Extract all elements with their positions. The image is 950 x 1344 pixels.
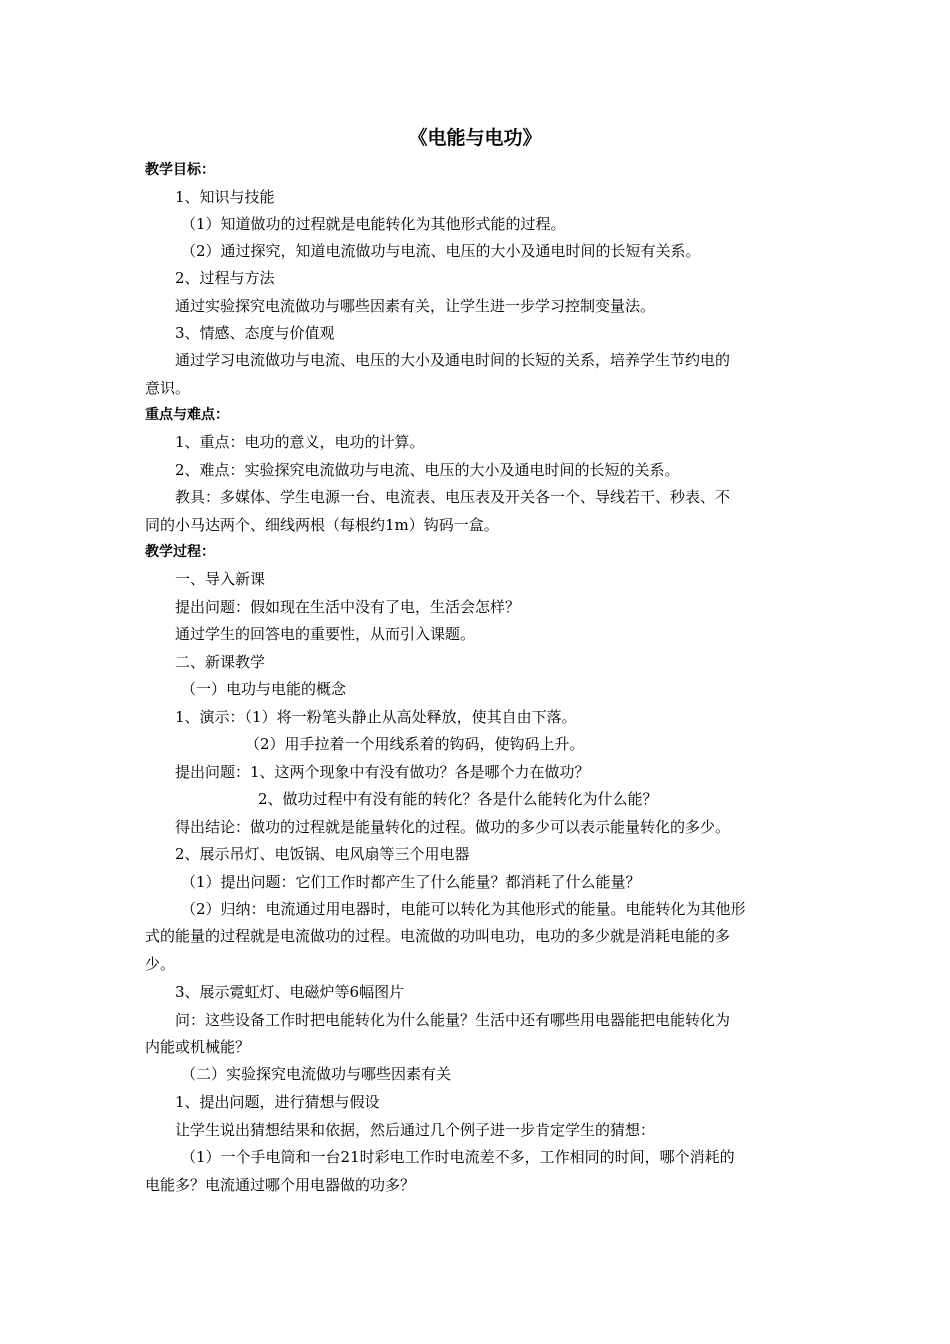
paragraph-line: 通过学生的回答电的重要性，从而引入课题。 xyxy=(175,625,476,643)
paragraph-line: （2）用手拉着一个用线系着的钩码，使钩码上升。 xyxy=(245,735,585,753)
section-heading-process: 教学过程： xyxy=(145,544,215,560)
paragraph-line: 电能多？电流通过哪个用电器做的功多？ xyxy=(145,1176,416,1194)
paragraph-line: 2、展示吊灯、电饭锅、电风扇等三个用电器 xyxy=(175,845,470,863)
paragraph-line: （1）知道做功的过程就是电能转化为其他形式能的过程。 xyxy=(181,215,566,233)
paragraph-line: 得出结论：做功的过程就是能量转化的过程。做功的多少可以表示能量转化的多少。 xyxy=(175,818,731,836)
paragraph-line: （1）一个手电筒和一台21时彩电工作时电流差不多，工作相同的时间，哪个消耗的 xyxy=(181,1148,735,1166)
paragraph-line: （二）实验探究电流做功与哪些因素有关 xyxy=(181,1065,452,1083)
paragraph-line: 3、情感、态度与价值观 xyxy=(175,324,335,342)
paragraph-line: 教具：多媒体、学生电源一台、电流表、电压表及开关各一个、导线若干、秒表、不 xyxy=(175,488,731,506)
paragraph-line: （2）归纳：电流通过用电器时，电能可以转化为其他形式的能量。电能转化为其他形 xyxy=(181,900,746,918)
paragraph-line: 提出问题：假如现在生活中没有了电，生活会怎样？ xyxy=(175,598,521,616)
paragraph-line: （一）电功与电能的概念 xyxy=(181,680,347,698)
paragraph-line: 同的小马达两个、细线两根（每根约1m）钩码一盒。 xyxy=(145,516,499,534)
paragraph-line: 1、提出问题，进行猜想与假设 xyxy=(175,1093,380,1111)
paragraph-line: 2、过程与方法 xyxy=(175,269,275,287)
paragraph-line: 通过实验探究电流做功与哪些因素有关，让学生进一步学习控制变量法。 xyxy=(175,297,656,315)
paragraph-line: 式的能量的过程就是电流做功的过程。电流做的功叫电功，电功的多少就是消耗电能的多 xyxy=(145,927,731,945)
section-heading-key-points: 重点与难点： xyxy=(145,407,229,423)
paragraph-line: 1、重点：电功的意义，电功的计算。 xyxy=(175,433,425,451)
paragraph-line: 提出问题：1、这两个现象中有没有做功？各是哪个力在做功？ xyxy=(175,763,590,781)
paragraph-line: 1、演示：（1）将一粉笔头静止从高处释放，使其自由下落。 xyxy=(175,708,577,726)
paragraph-line: 2、难点：实验探究电流做功与电流、电压的大小及通电时间的长短的关系。 xyxy=(175,461,680,479)
paragraph-line: 意识。 xyxy=(145,379,191,397)
paragraph-line: （1）提出问题：它们工作时都产生了什么能量？都消耗了什么能量？ xyxy=(181,873,641,891)
paragraph-line: 3、展示霓虹灯、电磁炉等6幅图片 xyxy=(175,983,405,1001)
page-title: 《电能与电功》 xyxy=(408,127,542,149)
paragraph-line: 1、知识与技能 xyxy=(175,188,275,206)
paragraph-line: 问：这些设备工作时把电能转化为什么能量？生活中还有哪些用电器能把电能转化为 xyxy=(175,1011,731,1029)
paragraph-line: 二、新课教学 xyxy=(175,653,266,671)
paragraph-line: 内能或机械能？ xyxy=(145,1038,251,1056)
paragraph-line: 2、做功过程中有没有能的转化？各是什么能转化为什么能？ xyxy=(258,790,658,808)
paragraph-line: 通过学习电流做功与电流、电压的大小及通电时间的长短的关系，培养学生节约电的 xyxy=(175,351,731,369)
paragraph-line: 少。 xyxy=(145,955,176,973)
section-heading-objectives: 教学目标： xyxy=(145,162,215,178)
paragraph-line: （2）通过探究，知道电流做功与电流、电压的大小及通电时间的长短有关系。 xyxy=(181,242,701,260)
paragraph-line: 一、导入新课 xyxy=(175,570,266,588)
paragraph-line: 让学生说出猜想结果和依据，然后通过几个例子进一步肯定学生的猜想： xyxy=(175,1121,656,1139)
